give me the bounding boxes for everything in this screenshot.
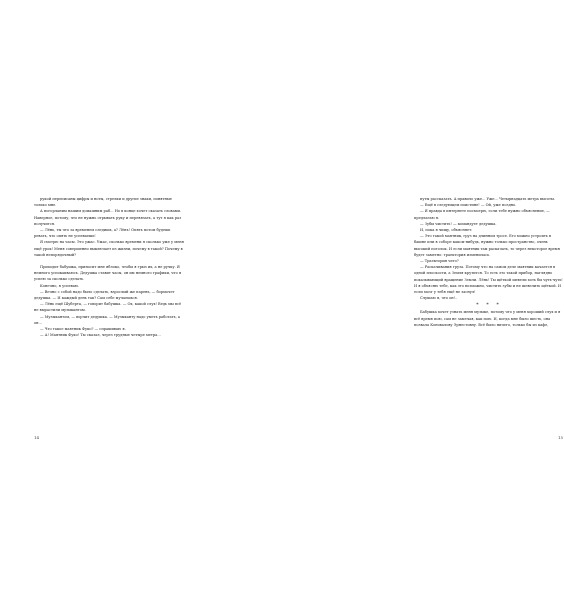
left-page (0, 0, 200, 600)
paragraph: — Лёнь, ты что за временем следишь, а? Лёнь! Опять потом будешь ревать, что опять не успеваешь! (34, 228, 171, 239)
paragraph: — Что такое маятник Фуко? — спрашиваю я. (40, 327, 126, 332)
paragraph: Я смотрю на часы. Это ужас. Ужас, сколько времени я сколько уже у меня ещё урок! Меня совершенно выключает из жизни, почему в такой? Почему в такой непорядочный? (34, 240, 184, 257)
paragraph: — Вечно с собой надо было сделать, взрослый же парень, — бормочет дедушка. — И каждый день так? Сам себе мучаешься. (34, 289, 175, 301)
paragraph: — Музыкантом, — ворчит дедушка. — Музыканту надо уметь работать, а он... (34, 314, 181, 325)
paragraph: рукой переписаны цифры и ноты, стрелки и другие знаки, понятные только мне. (34, 197, 172, 208)
paragraph: — Раскачивания груза. Потому что на самом деле маятник качается в одной плоскости, а Земля крутится. То есть это такой прибор, наглядно показывающий вращение Земли. Лёнь! Ты щёткой шевели хоть бы чуть-чуть! И я объясню тебе, как это возможно, чистить зубы и не шевелить щёткой. И если мозг у тебя ещё не заснул! (414, 265, 563, 295)
paragraph: — Ещё в следующем поистине! — Ой, уже поздно. (420, 203, 517, 208)
paragraph: Конечно, я успеваю. (40, 283, 80, 288)
paragraph: И, пока я чищу, объясняет: (420, 228, 473, 233)
right-text-block (414, 196, 564, 328)
paragraph: — А! Маятник Фуко! Ты сказал, через трудные четыре метра... (40, 333, 161, 338)
paragraph: — Лёнь ещё Шуберта, — говорит бабушка. — Ох, какой слух! Ведь мы всё не вырастили музыкантом. (34, 302, 182, 313)
paragraph: — Траектория чего? (420, 259, 459, 264)
left-text-block (34, 196, 184, 338)
paragraph: путы рассказать. А правило уже... Уже... Четырнадцать метра высоты. (420, 197, 556, 201)
paragraph: А погорланим нашим домашним раб... Но в конце хочет сказать словами. Наверное, потому, что не нужно отрывать руку и перевязать, а тут я как раз получится. (34, 209, 182, 226)
paragraph: — Я правда в интернете посмотрю, если тебе нужно объяснение, — предлагаю я. (414, 209, 550, 220)
page-number: 14 (34, 435, 40, 440)
paragraph: Слушаю я, что он!.. (420, 296, 458, 301)
paragraph: — Это такой маятник, груз на длинном тросе. Его можно устроить в башне или в соборе каком-нибудь, нужно только пространство, очень высокий потолок. И если маятник там раскачать, то через некоторое время будет заметно: траектория изменилась. (414, 234, 560, 257)
page-number: 15 (558, 435, 564, 440)
section-separator: * * * (476, 302, 502, 309)
paragraph: Бабушка хочет узнать меня музыке, потому что у меня хороший слух и я всё время пою, сам не замечая, как пою. И, когда мне было шесть, она позвала Коновалову Эрнестовну. Всё было ничего, только бы из кафе, (414, 310, 561, 327)
right-page (200, 0, 564, 600)
paragraph: — Зубы чистить! — командует дедушка. (420, 221, 497, 226)
paragraph: Приходит бабушка, приносит мне яблоко, чтобы я грыз их, а не ручку. Я немного успокаиваюсь. Дедушка ставит часы, он им немного графики, что я успею за сколько сделать. (34, 265, 182, 282)
